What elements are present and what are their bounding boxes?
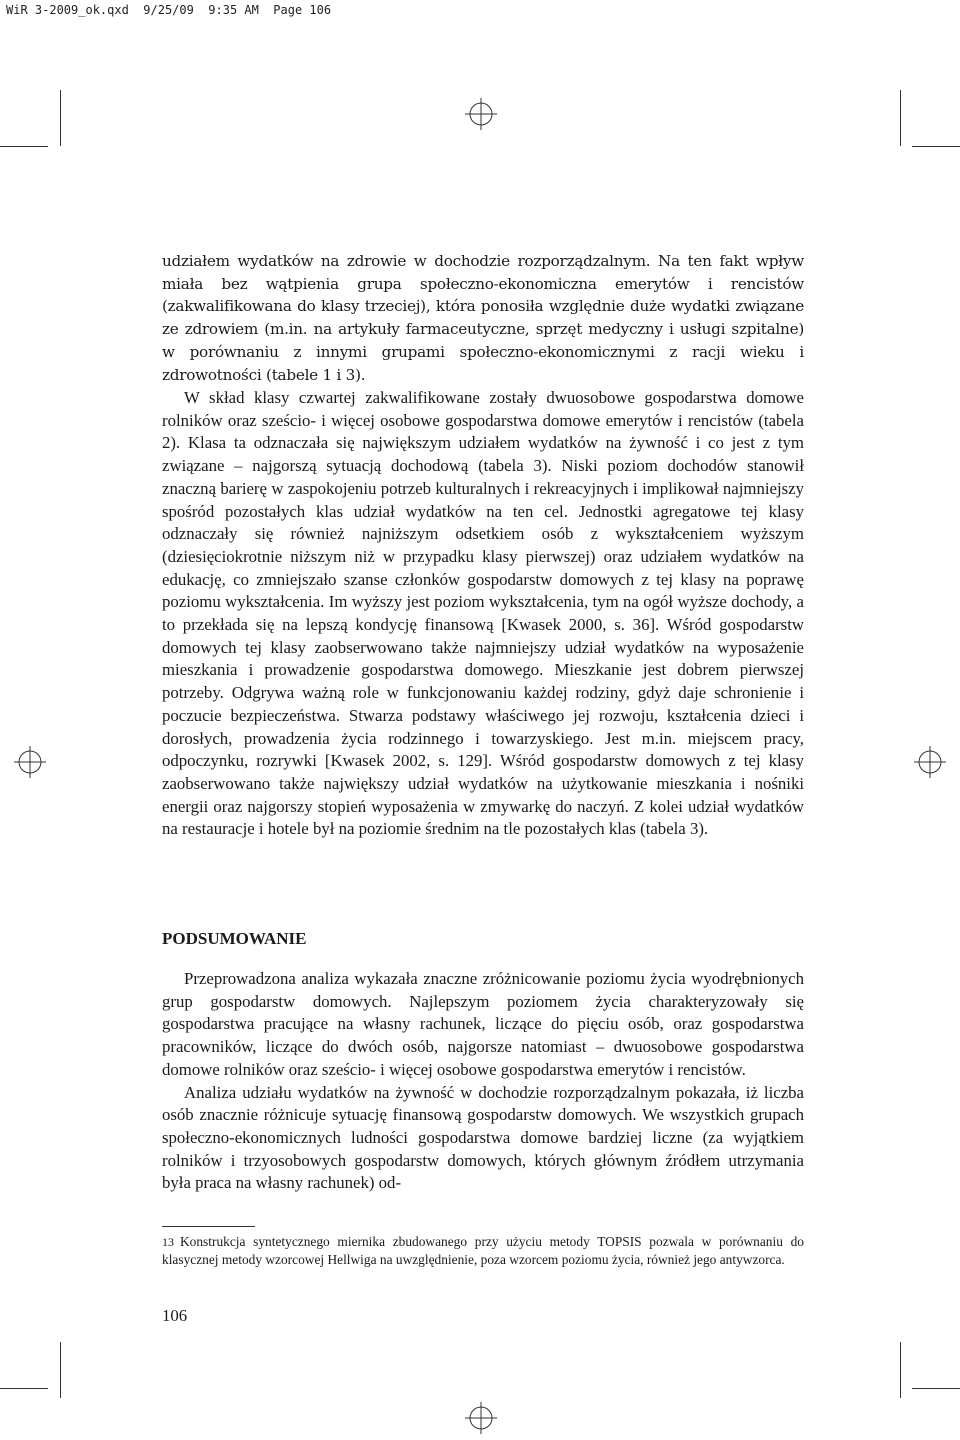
registration-mark-icon	[14, 746, 46, 778]
registration-mark-icon	[465, 1402, 497, 1434]
registration-mark-icon	[465, 98, 497, 130]
summary-section	[162, 968, 804, 1195]
file-slug: WiR 3-2009_ok.qxd 9/25/09 9:35 AM Page 106	[6, 3, 332, 17]
paragraph-text: W skład klasy czwartej zakwalifikowane zostały dwuosobowe gospodarstwa domowe rolników oraz sześcio- i więcej osobowe gospodarstwa domowe emerytów i rencistów (tabela 2). Klasa ta odznaczała się największym udziałem wydatków na żywność i co jest z tym związane – najgorszą sytuacją dochodową (tabela 3). Niski poziom dochodów stanowił znaczną barierę w zaspokojeniu potrzeb kulturalnych i rekreacyjnych i implikował najmniejszy spośród pozostałych klas udział wydatków na ten cel. Jednostki agregatowe tej klasy odznaczały się również najniższym odsetkiem osób z wykształceniem wyższym (dziesięciokrotnie niższym niż w przypadku klasy pierwszej) oraz udziałem wydatków na edukację, co zmniejszało szanse członków gospodarstw domowych z tej klasy na poprawę poziomu wykształcenia. Im wyższy jest poziom wykształcenia, tym na ogół wyższe dochody, a to przekłada się na lepszą kondycję finansową [Kwasek 2000, s. 36]. Wśród gospodarstw domowych tej klasy zaobserwowano także najmniejszy udział wydatków na wyposażenie mieszkania i prowadzenie gospodarstwa domowego. Mieszkanie jest dobrem pierwszej potrzeby. Odgrywa ważną role w funkcjonowaniu każdej rodziny, gdyż daje schronienie i poczucie bezpieczeństwa. Stwarza podstawy właściwego jej rozwoju, kształcenia dzieci i dorosłych, prowadzenia życia rodzinnego i towarzyskiego. Jest m.in. miejscem pracy, odpoczynku, rozrywki [Kwasek 2002, s. 129]. Wśród gospodarstw domowych z tej klasy zaobserwowano także największy udział wydatków na użytkowanie mieszkania i nośniki energii oraz najgorszy stopień wyposażenia w zmywarkę do naczyń. Z kolei udział wydatków na restauracje i hotele był na poziomie średnim na tle pozostałych klas (tabela 3).	[162, 388, 804, 839]
section-heading: PODSUMOWANIE	[162, 929, 307, 948]
page-number: 106	[162, 1306, 188, 1325]
paragraph-text: udziałem wydatków na zdrowie w dochodzie rozporządzalnym. Na ten fakt wpływ miała bez wątpienia grupa społeczno-ekonomiczna emerytów i rencistów (zakwalifikowana do klasy trzeciej), która ponosiła względnie duże wydatki związane ze zdrowiem (m.in. na artykuły farmaceutyczne, sprzęt medyczny i usługi szpitalne) w porównaniu z innymi grupami społeczno-ekonomicznymi z racji wieku i zdrowotności (tabele 1 i 3).	[162, 252, 804, 384]
registration-mark-icon	[914, 746, 946, 778]
body-paragraph-1	[162, 250, 804, 386]
summary-paragraph-2: Analiza udziału wydatków na żywność w dochodzie rozporządzalnym pokazała, iż liczba osób znacznie różnicuje sytuację finansową gospodarstw domowych. We wszystkich grupach społeczno-ekonomicznych ludności gospodarstwa domowe bardziej liczne (za wyjątkiem rolników i trzyosobowych gospodarstw domowych, których głównym źródłem utrzymania była praca na własny rachunek) od-	[162, 1082, 804, 1193]
footnote	[162, 1233, 804, 1269]
body-paragraph-2	[162, 387, 804, 841]
footnote-text: Konstrukcja syntetycznego miernika zbudowanego przy użyciu metody TOPSIS pozwala w porównaniu do klasycznej metody wzorcowej Hellwiga na uwzględnienie, poza wzorcem poziomu życia, również jego antywzorca.	[162, 1234, 804, 1267]
summary-paragraph-1: Przeprowadzona analiza wykazała znaczne zróżnicowanie poziomu życia wyodrębnionych grup gospodarstw domowych. Najlepszym poziomem życia charakteryzowały się gospodarstwa pracujące na własny rachunek, liczące do pięciu osób, oraz gospodarstwa pracowników, liczące do dwóch osób, najgorsze natomiast – dwuosobowe gospodarstwa domowe rolników oraz sześcio- i więcej osobowe gospodarstwa emerytów i rencistów.	[162, 969, 804, 1079]
footnote-number: 13	[162, 1235, 174, 1249]
footnote-divider	[162, 1226, 255, 1227]
